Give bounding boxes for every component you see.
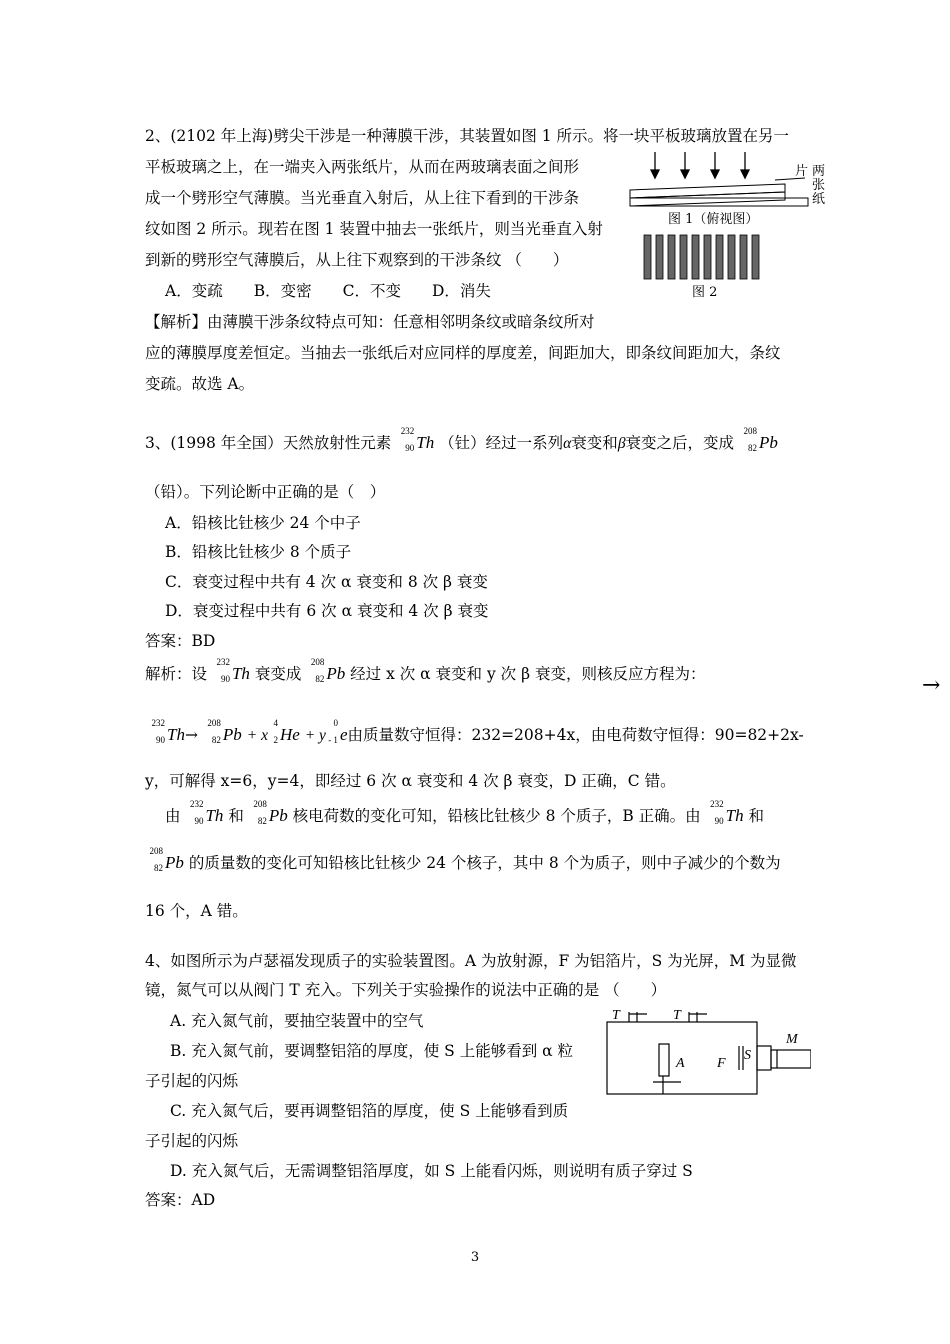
paper-label-a: 片 [795,164,809,179]
q2-line1: 2、(2102 年上海)劈尖干涉是一种薄膜干涉，其装置如图 1 所示。将一块平板玻璃放置在另一 [145,127,790,145]
q2-analysis3: 变疏。故选 A。 [145,375,255,393]
q2-line3: 成一个劈形空气薄膜。当光垂直入射后，从上往下看到的干涉条 [145,189,580,207]
q3-solution-line4: 由 232 90 Th 和 208 82 Pb 核电荷数的变化可知，铅核比钍核少 8 个质子，B 正确。由 232 90 Th 和 [165,799,765,826]
q3-solution-line6: 16 个，A 错。 [145,902,248,920]
rutherford-apparatus-figure [603,1008,811,1098]
q4-answer: 答案：AD [145,1191,216,1209]
q4-option-c1: C. 充入氮气后，要再调整铝箔的厚度，使 S 上能够看到质 [170,1102,569,1120]
fig-label-s: S [744,1048,751,1063]
q4-line1: 4、如图所示为卢瑟福发现质子的实验装置图。A 为放射源，F 为铝箔片，S 为光屏，M 为显微 [145,952,797,970]
q2-analysis2: 应的薄膜厚度差恒定。当抽去一张纸后对应同样的厚度差，间距加大，即条纹间距加大，条纹 [145,344,781,362]
q3-solution-line3: y，可解得 x=6，y=4，即经过 6 次 α 衰变和 4 次 β 衰变，D 正确，C 错。 [145,772,676,790]
nuclide-pb: 208 82 Pb [743,426,778,453]
q3-solution-line1: 解析：设 232 90 Th 衰变成 208 82 Pb 经过 x 次 α 衰变和 y 次 β 衰变，则核反应方程为： [145,657,706,684]
wedge-figure-1 [625,148,835,218]
page-number: 3 [470,1250,480,1265]
q3-line1: 3、(1998 年全国）天然放射性元素 232 90 Th （钍）经过一系列α衰变和β衰变之后，变成 208 82 Pb [145,426,778,453]
q3-option-a: A．铅核比钍核少 24 个中子 [165,514,361,532]
fig-label-m: M [786,1032,798,1047]
q2-line5: 到新的劈形空气薄膜后，从上往下观察到的干涉条纹 （ ） [145,251,569,269]
q4-option-d: D. 充入氮气后，无需调整铝箔厚度，如 S 上能看闪烁，则说明有质子穿过 S [170,1162,693,1180]
q4-option-b2: 子引起的闪烁 [145,1072,239,1090]
q2-line2: 平板玻璃之上，在一端夹入两张纸片，从而在两玻璃表面之间形 [145,158,580,176]
paper-label-d: 纸 [812,192,826,207]
q2-analysis1: 【解析】由薄膜干涉条纹特点可知：任意相邻明条纹或暗条纹所对 [145,313,595,331]
fig-label-t1: T [612,1008,620,1023]
q4-line2: 镜，氮气可以从阀门 T 充入。下列关于实验操作的说法中正确的是 （ ） [145,981,667,999]
q3-solution-line5: 208 82 Pb 的质量数的变化可知铅核比钍核少 24 个核子，其中 8 个为质子，则中子减少的个数为 [149,846,781,873]
fig2-label: 图 2 [692,285,718,300]
q3-answer: 答案：BD [145,632,216,650]
fig-label-t2: T [673,1008,681,1023]
q4-option-b1: B. 充入氮气前，要调整铝箔的厚度，使 S 上能够看到 α 粒 [170,1042,574,1060]
q4-option-a: A. 充入氮气前，要抽空装置中的空气 [170,1012,424,1030]
q2-line4: 纹如图 2 所示。现若在图 1 装置中抽去一张纸片，则当光垂直入射 [145,220,603,238]
fringe-figure-2 [642,233,767,281]
q2-options: A．变疏 B．变密 C．不变 D．消失 [165,282,491,300]
q3-option-c: C．衰变过程中共有 4 次 α 衰变和 8 次 β 衰变 [165,573,488,591]
q3-option-d: D．衰变过程中共有 6 次 α 衰变和 4 次 β 衰变 [165,602,489,620]
paper-label-b: 两 [812,164,826,179]
fig1-label: 图 1（俯视图） [668,212,759,227]
q4-option-c2: 子引起的闪烁 [145,1132,239,1150]
fig-label-a: A [676,1056,685,1071]
nuclide-th: 232 90 Th [400,426,435,453]
q3-equation-line: 232 90 Th→ 208 82 Pb + x 4 2 He + y 0 - 1 e由质量数守恒得：232=208+4x，由电荷数守恒得：90=82+2x- [151,718,804,745]
side-arrow-icon: → [922,673,941,698]
q3-line2: （铅）。下列论断中正确的是（ ） [145,483,386,501]
paper-label-c: 张 [812,178,826,193]
q3-option-b: B．铅核比钍核少 8 个质子 [165,543,352,561]
fig-label-f: F [717,1056,726,1071]
